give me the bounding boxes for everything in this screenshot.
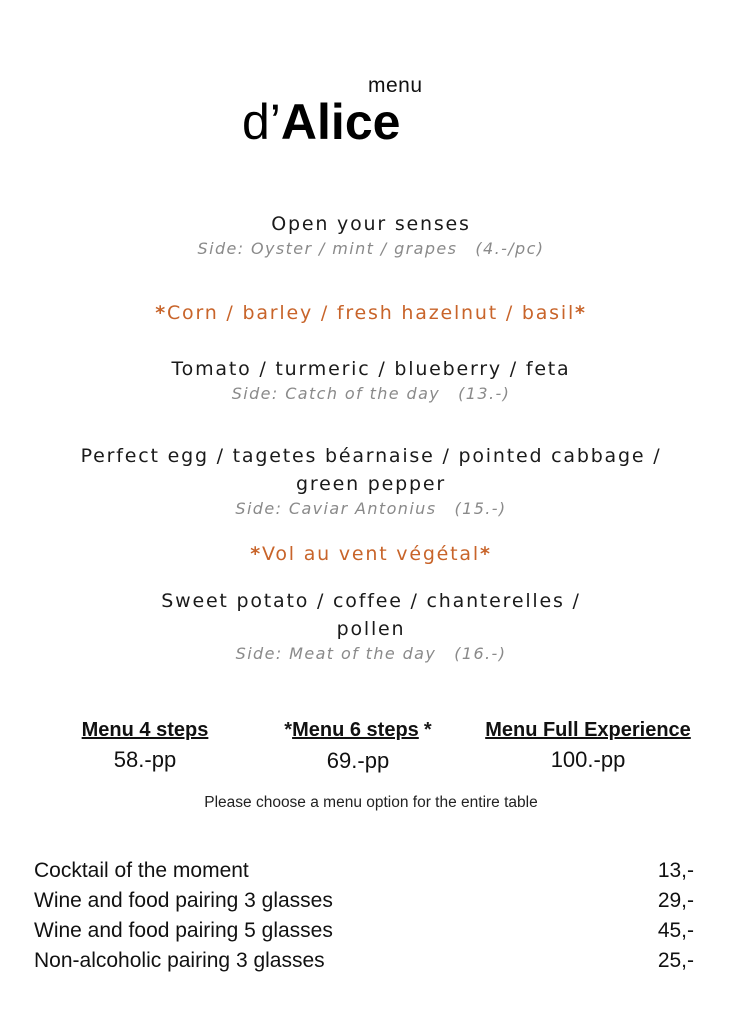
course-item: [0, 210, 742, 260]
course-item: [0, 355, 742, 405]
course-side-text: Side: Catch of the day: [231, 384, 441, 403]
menu-note: Please choose a menu option for the entire table: [204, 794, 538, 811]
course-title-line2: green pepper: [296, 473, 446, 495]
extras-list: [34, 856, 694, 976]
course-title-line1: Perfect egg / tagetes béarnaise / pointed cabbage /: [80, 445, 662, 467]
menu-option-4-steps: [70, 716, 220, 776]
course-title: Open your senses: [271, 213, 471, 235]
logo: [0, 72, 742, 152]
course-title-line2: pollen: [336, 618, 406, 640]
extra-price: 25,-: [657, 949, 694, 972]
extra-item: [34, 946, 694, 976]
menu-option-name: Menu 4 steps: [81, 719, 209, 741]
menu-options: [0, 716, 742, 786]
extra-price: 29,-: [657, 889, 694, 912]
extra-name: Wine and food pairing 3 glasses: [34, 889, 333, 912]
course-side-text: Side: Meat of the day: [235, 644, 437, 663]
menu-option-star: *: [423, 719, 432, 741]
menu-option-name: Menu Full Experience: [485, 719, 691, 741]
menu-option-name: Menu 6 steps: [292, 719, 419, 741]
veg-marker: *: [479, 543, 492, 565]
extra-item: [34, 916, 694, 946]
menu-option-6-steps: [258, 716, 458, 777]
course-side: [0, 383, 742, 405]
course-side-price: (13.-): [458, 384, 511, 403]
menu-option-star: *: [284, 719, 293, 741]
logo-name: Alice: [280, 94, 401, 150]
menu-option-full-experience: [470, 716, 706, 776]
veg-marker: *: [155, 302, 167, 324]
extra-item: [34, 856, 694, 886]
course-side-price: (4.-/pc): [475, 239, 545, 258]
extra-price: 13,-: [657, 859, 694, 882]
extra-name: Wine and food pairing 5 glasses: [34, 919, 333, 942]
course-side: [0, 238, 742, 260]
course-title: Tomato / turmeric / blueberry / feta: [171, 358, 571, 380]
course-side-text: Side: Caviar Antonius: [235, 499, 437, 518]
veg-marker: *: [575, 302, 587, 324]
logo-menu-label: menu: [368, 74, 423, 97]
extra-name: Cocktail of the moment: [34, 859, 249, 882]
course-side-price: (16.-): [454, 644, 507, 663]
extra-name: Non-alcoholic pairing 3 glasses: [34, 949, 325, 972]
course-side-price: (15.-): [454, 499, 507, 518]
vegetarian-course: [0, 540, 742, 568]
course-side-text: Side: Oyster / mint / grapes: [197, 239, 458, 258]
menu-option-price: 58.-pp: [113, 747, 177, 772]
menu-option-price: 69.-pp: [326, 748, 390, 773]
veg-marker: *: [250, 543, 263, 565]
logo-prefix: d’: [242, 94, 281, 150]
veg-title: Vol au vent végétal: [262, 543, 480, 565]
menu-option-price: 100.-pp: [550, 747, 626, 772]
extra-price: 45,-: [657, 919, 694, 942]
veg-title: Corn / barley / fresh hazelnut / basil: [166, 302, 576, 324]
course-item: [0, 442, 742, 520]
course-item: [0, 587, 742, 665]
logo-wordmark: [242, 92, 400, 152]
vegetarian-course: [0, 299, 742, 327]
course-side: [0, 498, 742, 520]
course-side: [0, 643, 742, 665]
extra-item: [34, 886, 694, 916]
course-title-line1: Sweet potato / coffee / chanterelles /: [161, 590, 581, 612]
